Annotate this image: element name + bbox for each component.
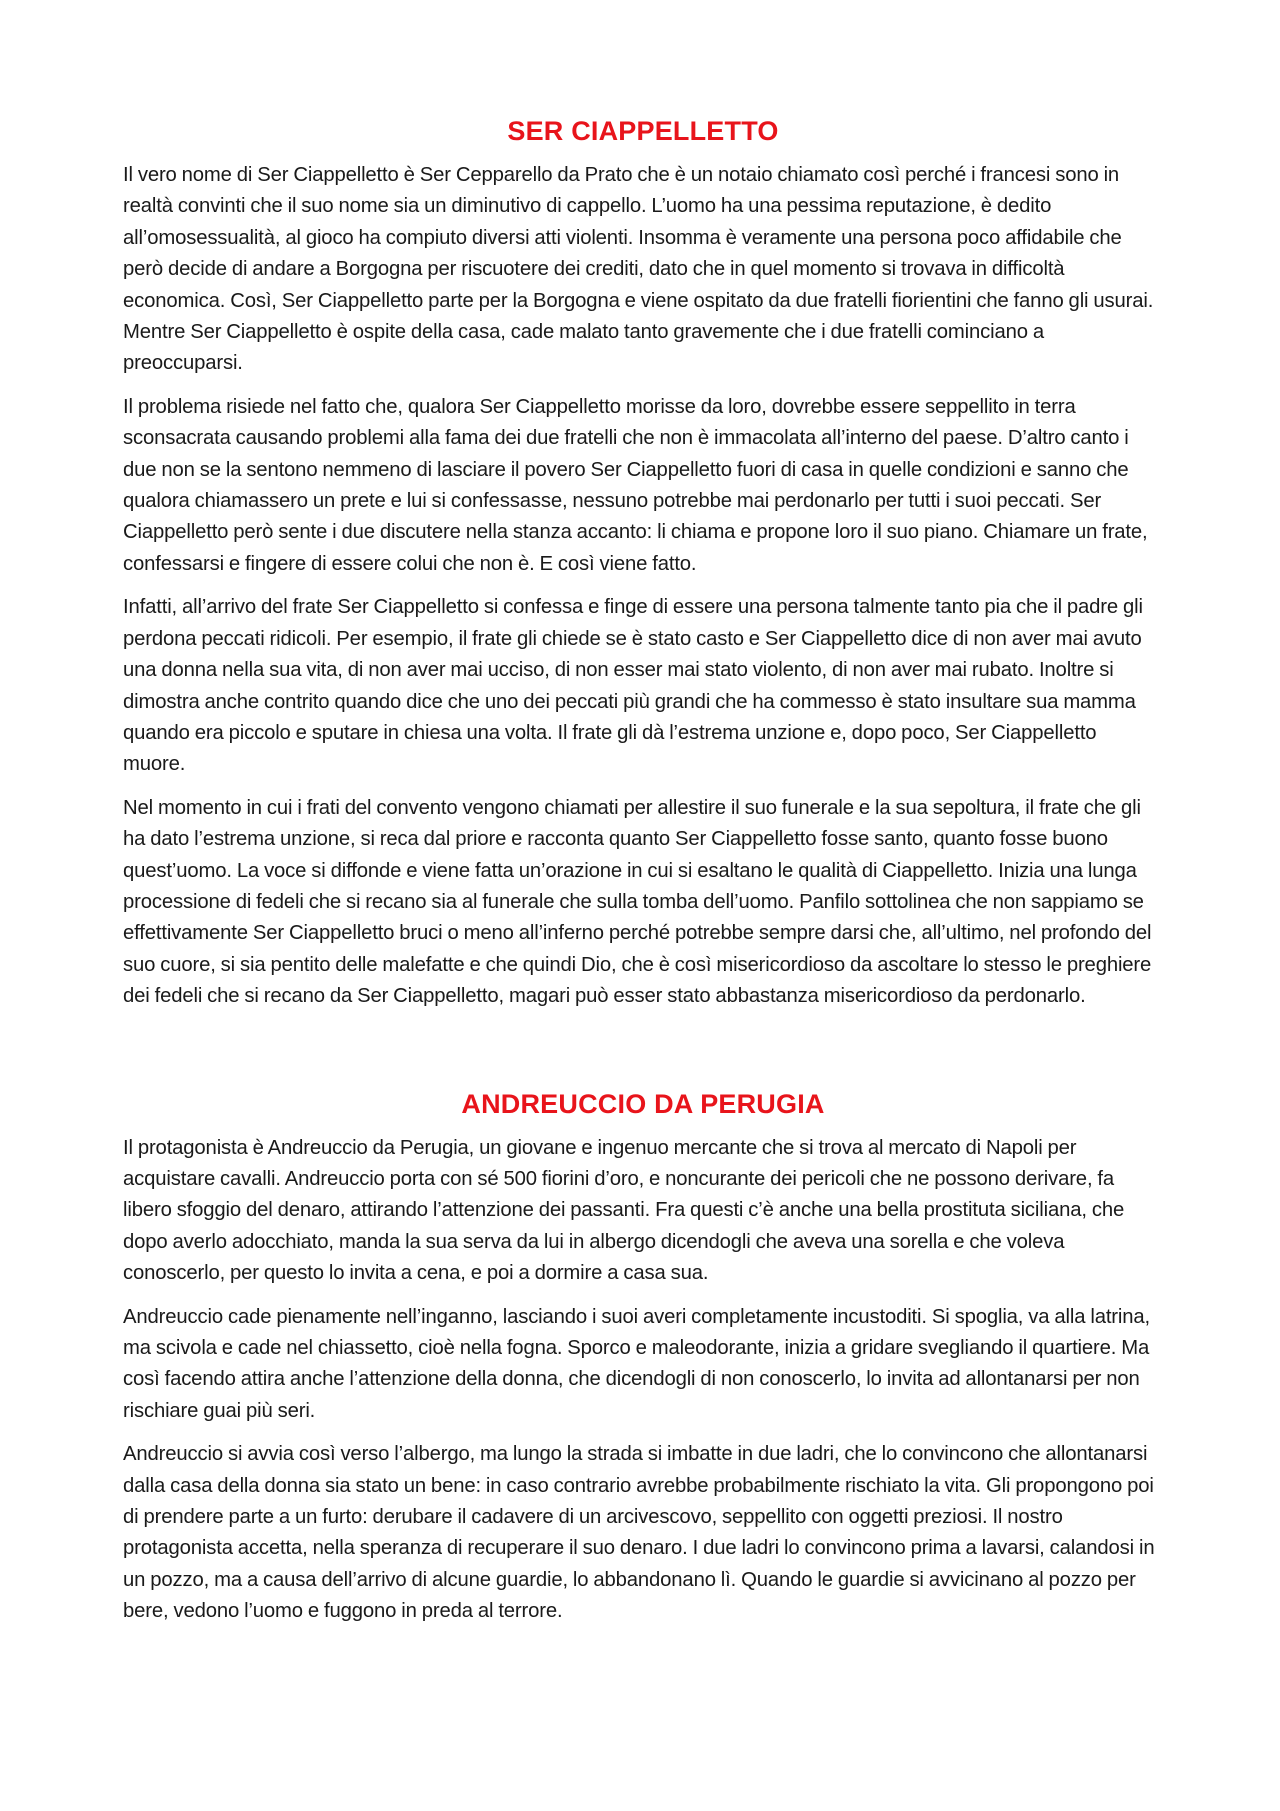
section-ser-ciappelletto [123, 112, 1163, 1013]
paragraph: Nel momento in cui i frati del convento vengono chiamati per allestire il suo funerale e la sua sepoltura, il frate che gli ha dato l’estrema unzione, si reca dal priore e racconta quanto Ser Ciappelletto fosse santo, quanto fosse buono quest’uomo. La voce si diffonde e viene fatta un’orazione in cui si esaltano le qualità di Ciappelletto. Inizia una lunga processione di fedeli che si recano sia al funerale che sulla tomba dell’uomo. Panfilo sottolinea che non sappiamo se effettivamente Ser Ciappelletto bruci o meno all’inferno perché potrebbe sempre darsi che, all’ultimo, nel profondo del suo cuore, si sia pentito delle malefatte e che quindi Dio, che è così misericordioso da ascoltare lo stesso le preghiere dei fedeli che si recano da Ser Ciappelletto, magari può esser stato abbastanza misericordioso da perdonarlo. [123, 796, 1152, 1008]
paragraph: Il protagonista è Andreuccio da Perugia, un giovane e ingenuo mercante che si trova al mercato di Napoli per acquistare cavalli. Andreuccio porta con sé 500 fiorini d’oro, e noncurante dei pericoli che ne possono derivare, fa libero sfoggio del denaro, attirando l’attenzione dei passanti. Fra questi c’è anche una bella prostituta siciliana, che dopo averlo adocchiato, manda la sua serva da lui in albergo dicendogli che aveva una sorella e che voleva conoscerlo, per questo lo invita a cena, e poi a dormire a casa sua. [123, 1136, 1125, 1285]
paragraph: Andreuccio si avvia così verso l’albergo, ma lungo la strada si imbatte in due ladri, che lo convincono che allontanarsi dalla casa della donna sia stato un bene: in caso contrario avrebbe probabilmente rischiato la vita. Gli propongono poi di prendere parte a un furto: derubare il cadavere di un arcivescovo, seppellito con oggetti preziosi. Il nostro protagonista accetta, nella speranza di recuperare il suo denaro. I due ladri lo convincono prima a lavarsi, calandosi in un pozzo, ma a causa dell’arrivo di alcune guardie, lo abbandonano lì. Quando le guardie si avvicinano al pozzo per bere, vedono l’uomo e fuggono in preda al terrore. [123, 1443, 1155, 1623]
section-title: SER CIAPPELLETTO [507, 116, 779, 146]
paragraph: Il vero nome di Ser Ciappelletto è Ser Cepparello da Prato che è un notaio chiamato così perché i francesi sono in realtà convinti che il suo nome sia un diminutivo di cappello. L’uomo ha una pessima reputazione, è dedito all’omosessualità, al gioco ha compiuto diversi atti violenti. Insomma è veramente una persona poco affidabile che però decide di andare a Borgogna per riscuotere dei crediti, dato che in quel momento si trovava in difficoltà economica. Così, Ser Ciappelletto parte per la Borgogna e viene ospitato da due fratelli fiorientini che fanno gli usurai. Mentre Ser Ciappelletto è ospite della casa, cade malato tanto gravemente che i due fratelli cominciano a preoccuparsi. [123, 164, 1154, 375]
section-andreuccio-da-perugia [123, 1085, 1163, 1628]
paragraph: Infatti, all’arrivo del frate Ser Ciappelletto si confessa e finge di essere una persona talmente tanto pia che il padre gli perdona peccati ridicoli. Per esempio, il frate gli chiede se è stato casto e Ser Ciappelletto dice di non aver mai avuto una donna nella sua vita, di non aver mai ucciso, di non esser mai stato violento, di non aver mai rubato. Inoltre si dimostra anche contrito quando dice che uno dei peccati più grandi che ha commesso è stato insultare sua mamma quando era piccolo e sputare in chiesa una volta. Il frate gli dà l’estrema unzione e, dopo poco, Ser Ciappelletto muore. [123, 596, 1143, 776]
document-body [123, 112, 1163, 1640]
paragraph: Il problema risiede nel fatto che, qualora Ser Ciappelletto morisse da loro, dovrebbe essere seppellito in terra sconsacrata causando problemi alla fama dei due fratelli che non è immacolata all’interno del paese. D’altro canto i due non se la sentono nemmeno di lasciare il povero Ser Ciappelletto fuori di casa in quelle condizioni e sanno che qualora chiamassero un prete e lui si confessasse, nessuno potrebbe mai perdonarlo per tutti i suoi peccati. Ser Ciappelletto però sente i due discutere nella stanza accanto: li chiama e propone loro il suo piano. Chiamare un frate, confessarsi e fingere di essere colui che non è. E così viene fatto. [123, 395, 1148, 575]
paragraph: Andreuccio cade pienamente nell’inganno, lasciando i suoi averi completamente incustoditi. Si spoglia, va alla latrina, ma scivola e cade nel chiassetto, cioè nella fogna. Sporco e maleodorante, inizia a gridare svegliando il quartiere. Ma così facendo attira anche l’attenzione della donna, che dicendogli di non conoscerlo, lo invita ad allontanarsi per non rischiare guai più seri. [123, 1305, 1151, 1422]
section-title: ANDREUCCIO DA PERUGIA [461, 1088, 825, 1119]
